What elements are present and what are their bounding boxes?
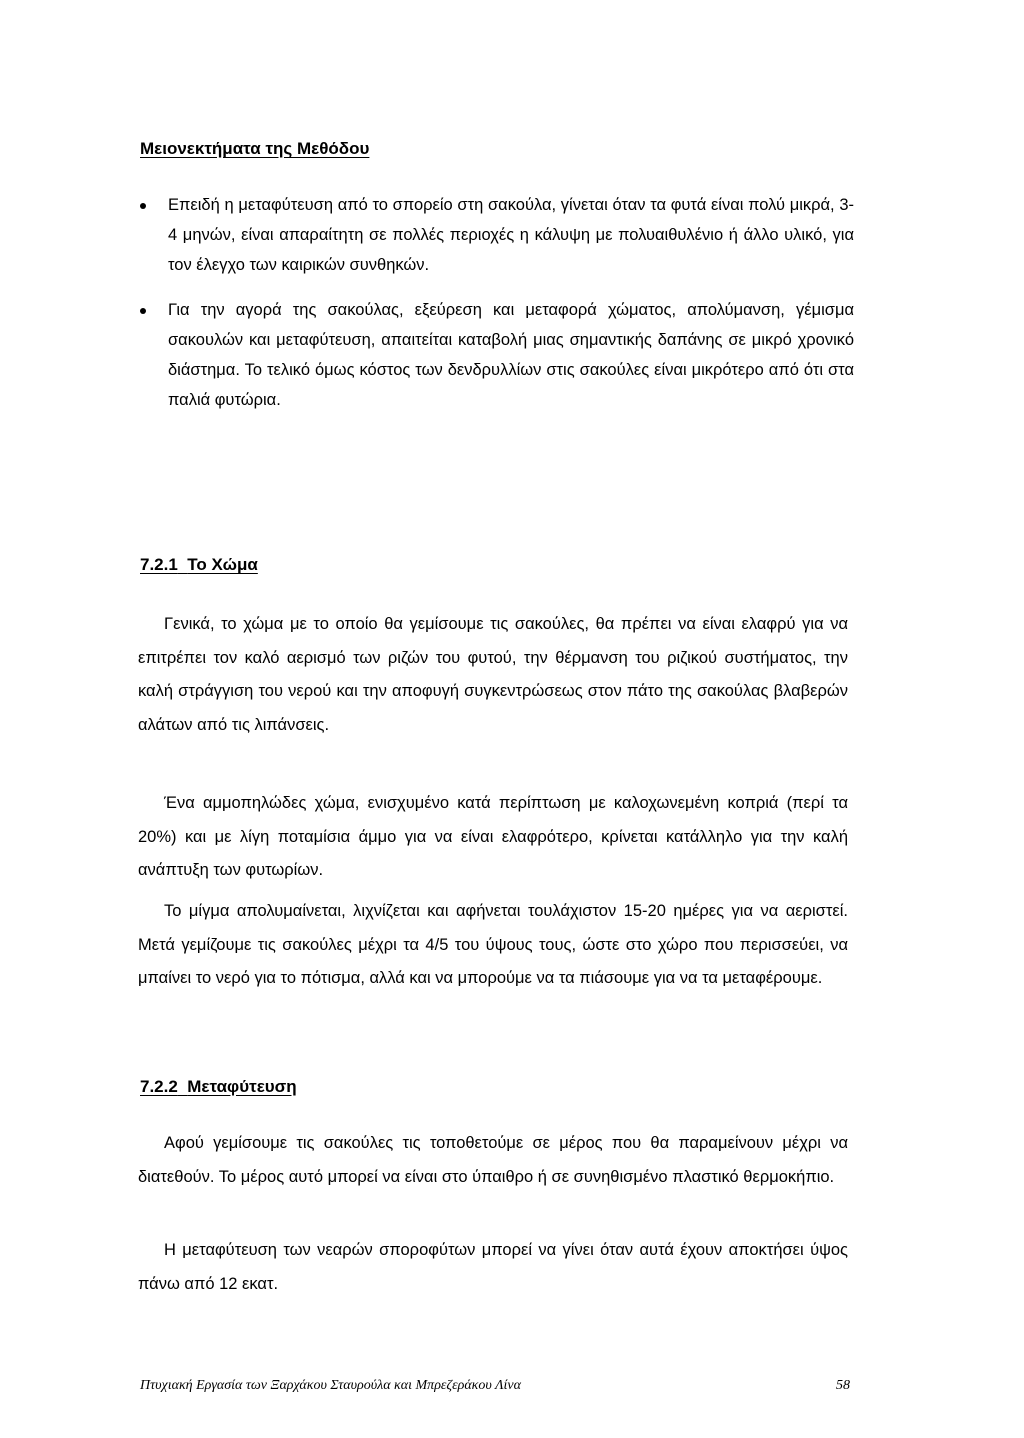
bullet-text: Για την αγορά της σακούλας, εξεύρεση και μεταφορά χώματος, απολύμανση, γέμισμα σακουλών και μεταφύτευση, απαιτείται καταβολή μιας σημαντικής δαπάνης σε μικρό χρονικό διάστημα. Το τελικό όμως κόστος των δενδρυλλίων στις σακούλες είναι μικρότερο από ότι στα παλιά φυτώρια.: [168, 301, 854, 409]
list-item: [138, 190, 854, 280]
section-heading-7-2-2: [140, 1077, 297, 1097]
paragraph: [138, 787, 848, 888]
section-title: Μειονεκτήματα της Μεθόδου: [140, 139, 370, 158]
bullet-icon: [140, 308, 146, 314]
paragraph: [138, 1234, 848, 1301]
disadvantages-list: [138, 190, 854, 415]
paragraph: [138, 1127, 848, 1194]
bullet-icon: [140, 203, 146, 209]
paragraph-text: Αφού γεμίσουμε τις σακούλες τις τοποθετούμε σε μέρος που θα παραμείνουν μέχρι να διατεθούν. Το μέρος αυτό μπορεί να είναι στο ύπαιθρο ή σε συνηθισμένο πλαστικό θερμοκήπιο.: [138, 1134, 848, 1186]
section-heading-text: Το Χώμα: [187, 555, 258, 574]
footer-text: Πτυχιακή Εργασία των Ξαρχάκου Σταυρούλα και Μπρεζεράκου Λίνα: [140, 1378, 521, 1393]
paragraph-text: Η μεταφύτευση των νεαρών σποροφύτων μπορεί να γίνει όταν αυτά έχουν αποκτήσει ύψος πάνω από 12 εκατ.: [138, 1241, 848, 1293]
paragraph-text: Γενικά, το χώμα με το οποίο θα γεμίσουμε τις σακούλες, θα πρέπει να είναι ελαφρύ για να επιτρέπει τον καλό αερισμό των ριζών του φυτού, την θέρμανση του ριζικού συστήματος, την καλή στράγγιση του νερού και την αποφυγή συγκεντρώσεως στον πάτο της σακούλας βλαβερών αλάτων από τις λιπάνσεις.: [138, 615, 848, 734]
list-item: [138, 295, 854, 415]
paragraph: [138, 895, 848, 996]
bullet-text: Επειδή η μεταφύτευση από το σπορείο στη σακούλα, γίνεται όταν τα φυτά είναι πολύ μικρά, 3-4 μηνών, είναι απαραίτητη σε πολλές περιοχές η κάλυψη με πολυαιθυλένιο ή άλλο υλικό, για τον έλεγχο των καιρικών συνθηκών.: [168, 196, 854, 274]
paragraph: [138, 608, 848, 742]
paragraph-text: Το μίγμα απολυμαίνεται, λιχνίζεται και αφήνεται τουλάχιστον 15-20 ημέρες για να αεριστεί. Μετά γεμίζουμε τις σακούλες μέχρι τα 4/5 του ύψους τους, ώστε στο χώρο που περισσεύει, να μπαίνει το νερό για το πότισμα, αλλά και να μπορούμε να τα πιάσουμε για να τα μεταφέρουμε.: [138, 902, 848, 987]
section-heading-7-2-1: [140, 555, 258, 575]
paragraph-text: Ένα αμμοπηλώδες χώμα, ενισχυμένο κατά περίπτωση με καλοχωνεμένη κοπριά (περί τα 20%) και με λίγη ποταμίσια άμμο για να είναι ελαφρότερο, κρίνεται κατάλληλο για την καλή ανάπτυξη των φυτωρίων.: [138, 794, 848, 879]
section-heading-text: Μεταφύτευση: [187, 1077, 297, 1096]
page-number: 58: [836, 1378, 850, 1393]
section-number: 7.2.2: [140, 1077, 178, 1096]
page-footer: [140, 1378, 850, 1394]
section-number: 7.2.1: [140, 555, 178, 574]
